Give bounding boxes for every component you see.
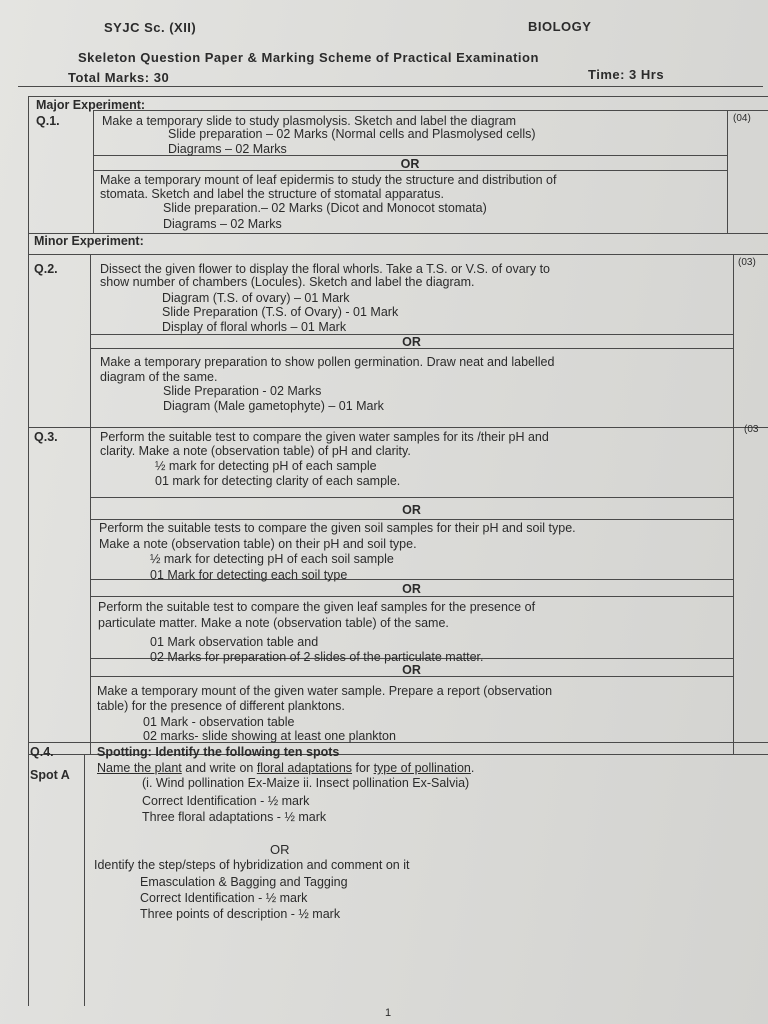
q1a-line: Diagrams – 02 Marks (168, 142, 287, 156)
spot-a-text: and write on (181, 761, 257, 775)
or-divider: OR (270, 842, 290, 857)
q3d-line: Make a temporary mount of the given water sample. Prepare a report (observation (97, 684, 553, 698)
q3c-line: particulate matter. Make a note (observation table) of the same. (98, 616, 449, 630)
q3a-line: 01 mark for detecting clarity of each sample. (155, 474, 401, 488)
header-rule (18, 86, 763, 87)
q2a-line: Slide Preparation (T.S. of Ovary) - 01 Mark (162, 305, 399, 319)
spot-b-line: Three points of description - ½ mark (140, 907, 341, 921)
type-of-pollination-text: type of pollination (373, 761, 471, 775)
q3a-line: Perform the suitable test to compare the given water samples for its /their pH and (100, 430, 549, 444)
q3b-line: Perform the suitable tests to compare the given soil samples for their pH and soil type. (99, 521, 576, 535)
q3d-line: 01 Mark - observation table (143, 715, 295, 729)
col-divider-q1 (93, 110, 94, 234)
name-the-plant-text: Name the plant (97, 761, 182, 775)
q3a-line: clarity. Make a note (observation table) of pH and clarity. (100, 444, 411, 458)
page-number: 1 (385, 1007, 392, 1019)
q2a-line: show number of chambers (Locules). Sketch and label the diagram. (100, 275, 475, 289)
or-divider: OR (402, 582, 421, 596)
q3d-line: 02 marks- slide showing at least one plankton (143, 729, 396, 743)
q1-marks: (04) (733, 113, 751, 124)
q1b-line: Make a temporary mount of leaf epidermis to study the structure and distribution of (100, 173, 557, 187)
spot-a-text: for (352, 761, 374, 775)
q4-number: Q.4. (30, 745, 54, 759)
spot-b-line: Correct Identification - ½ mark (140, 891, 308, 905)
q3b-line: ½ mark for detecting pH of each soil sample (150, 552, 394, 566)
col-divider-spot (84, 754, 85, 1006)
q2a-line: Display of floral whorls – 01 Mark (162, 320, 347, 334)
marks-divider-q1 (727, 110, 728, 234)
row-line (90, 596, 733, 597)
q3c-line: 01 Mark observation table and (150, 635, 319, 649)
or-divider: OR (402, 335, 421, 349)
q2a-line: Diagram (T.S. of ovary) – 01 Mark (162, 291, 350, 305)
spot-a-label: Spot A (30, 768, 70, 782)
q2b-line: diagram of the same. (100, 370, 218, 384)
spot-a-line: Three floral adaptations - ½ mark (142, 810, 327, 824)
q1b-line: Slide preparation.– 02 Marks (Dicot and Monocot stomata) (163, 201, 487, 215)
q1b-line: Diagrams – 02 Marks (163, 217, 282, 231)
q2a-line: Dissect the given flower to display the floral whorls. Take a T.S. or V.S. of ovary to (100, 262, 550, 276)
q2-number: Q.2. (34, 262, 58, 276)
spot-a-line: Correct Identification - ½ mark (142, 794, 310, 808)
or-divider: OR (402, 663, 421, 677)
floral-adaptations-text: floral adaptations (256, 761, 353, 775)
or-divider: OR (400, 157, 420, 171)
q1-number: Q.1. (36, 114, 60, 128)
q3-marks: (03 (744, 424, 759, 435)
q2b-line: Diagram (Male gametophyte) – 01 Mark (163, 399, 384, 413)
row-line (28, 742, 768, 743)
or-divider: OR (402, 503, 421, 517)
q1b-line: stomata. Sketch and label the structure of stomatal apparatus. (100, 187, 444, 201)
q2b-line: Make a temporary preparation to show pollen germination. Draw neat and labelled (100, 355, 555, 369)
table-top-border (28, 96, 768, 97)
total-marks: Total Marks: 30 (68, 70, 170, 85)
spot-a-text: . (470, 761, 475, 775)
row-line (28, 254, 768, 255)
major-heading: Major Experiment: (36, 98, 146, 112)
q1a-line: Make a temporary slide to study plasmolysis. Sketch and label the diagram (102, 114, 517, 128)
q2-marks: (03) (738, 257, 756, 268)
q3-number: Q.3. (34, 430, 58, 444)
spot-b-line: Identify the step/steps of hybridization and comment on it (94, 858, 410, 872)
q3c-line: 02 Marks for preparation of 2 slides of the particulate matter. (150, 650, 484, 664)
time-label: Time: 3 Hrs (588, 67, 665, 82)
spot-a-line: (i. Wind pollination Ex-Maize ii. Insect pollination Ex-Salvia) (142, 776, 470, 790)
q2b-line: Slide Preparation - 02 Marks (163, 384, 322, 398)
subject-label: BIOLOGY (528, 19, 592, 34)
class-label: SYJC Sc. (XII) (104, 20, 197, 35)
row-line (90, 519, 733, 520)
spot-b-line: Emasculation & Bagging and Tagging (140, 875, 348, 889)
q3b-line: Make a note (observation table) on their pH and soil type. (99, 537, 417, 551)
q3b-line: 01 Mark for detecting each soil type (150, 568, 348, 582)
q1a-line: Slide preparation – 02 Marks (Normal cells and Plasmolysed cells) (168, 127, 536, 141)
row-line (90, 497, 733, 498)
marks-divider-minor (733, 254, 734, 754)
q3c-line: Perform the suitable test to compare the given leaf samples for the presence of (98, 600, 536, 614)
minor-heading: Minor Experiment: (34, 234, 144, 248)
q3a-line: ½ mark for detecting pH of each sample (155, 459, 377, 473)
spot-a-instruction (97, 761, 474, 775)
q4-heading: Spotting: Identify the following ten spots (97, 745, 340, 759)
page-title: Skeleton Question Paper & Marking Scheme of Practical Examination (78, 50, 539, 65)
row-line (28, 427, 768, 428)
q3d-line: table) for the presence of different planktons. (97, 699, 345, 713)
row-line (93, 110, 768, 111)
